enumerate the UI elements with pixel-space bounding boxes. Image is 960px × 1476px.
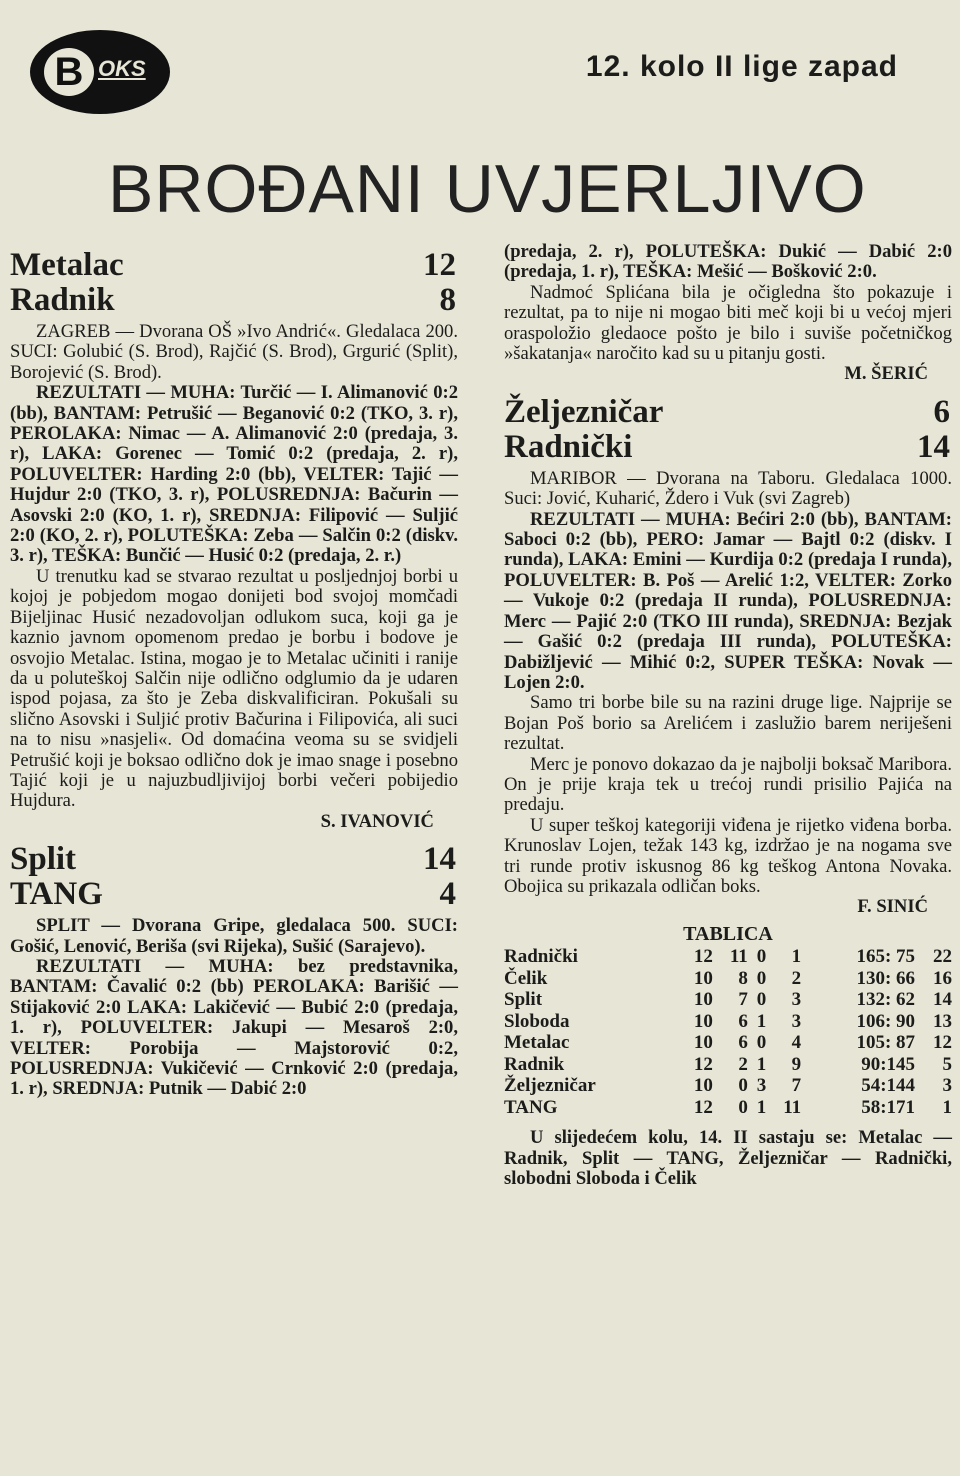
logo-letter: B [44,48,94,96]
section-kicker: 12. kolo II lige zapad [585,50,898,83]
table-cell: 130: 66 [856,967,916,989]
team-score: 14 [423,841,456,878]
table-cell: 5 [942,1053,952,1075]
match-info: MARIBOR — Dvorana na Taboru. Gledalaca 1000. Suci: Jović, Kuharić, Ždero i Vuk (svi Zagreb) [504,467,952,510]
table-cell: 9 [791,1053,802,1075]
author-byline: S. IVANOVIĆ [320,810,434,832]
table-cell: 1 [756,1010,767,1032]
table-cell: 6 [738,1032,748,1054]
author-byline: F. SINIĆ [857,896,928,918]
table-cell: 90:145 [861,1053,916,1075]
match-report: Merc je ponovo dokazao da je najbolji boksač Maribora. On je prije kraja tek u trećoj rundi prisilio Pajića na predaju. [504,753,952,816]
right-column [504,242,952,1189]
table-cell: 165: 75 [856,946,916,968]
table-cell: 10 [693,1010,713,1032]
scoreline-away [10,283,458,318]
table-cell: 6 [738,1010,748,1032]
table-cell-team: Split [504,989,543,1011]
table-cell: 1 [756,1096,767,1118]
table-row [504,1011,952,1033]
team-name: Radnik [10,282,115,318]
match-report: U trenutku kad se stvarao rezultat u posljednjoj borbi u kojoj je pobjedom mogao donijeti bod svojoj momčadi Bijeljinac Husić nezadovoljan odlukom suca, koji ga je kaznio javnom opomenom predao je borbu i bodove je osvojio Metalac. Istina, mogao je to Metalac učiniti i ranije da u poluteškoj Salčin nije odlično odglumio da je udaren ispod pojasa, za što je Zeba diskvalificiran. Pokušali su slično Asovski i Suljić protiv Bačurina i Filipovića, ali suci na to nisu »nasjeli«. Od domaćina veoma su se svidjeli Petrušić koji je boksao odlično dok je imao snage i posebno Tajić koji je u najuzbudljivijoj borbi večeri pobijedio Hujdura. [10,565,458,812]
table-cell-team: Čelik [504,967,548,989]
table-cell-team: TANG [504,1096,558,1118]
table-cell: 3 [791,989,802,1011]
match-results: REZULTATI — MUHA: Bećiri 2:0 (bb), BANTAM: Saboci 0:2 (bb), PERO: Jamar — Bajtl 0:2 (diskv. I runda), LAKA: Emini — Kurdija 0:2 (predaja I runda), POLUVELTER: B. Poš — Arelić 1:2, VELTER: Zorko — Vukoje 0:2 (predaja II runda), POLUSREDNJA: Merc — Pajić 2:0 (TKO III runda), SREDNJA: Bezjak — Gašić 0:2 (predaja III runda), POLUTEŠKA: Dabižljević — Mihić 0:2, SUPER TEŠKA: Novak — Lojen 2:0. [504,508,952,693]
table-cell: 10 [693,989,713,1011]
team-name: Željezničar [504,393,664,430]
standings-table [504,946,952,1118]
scoreline-home [504,395,952,430]
table-row [504,1054,952,1076]
table-cell: 0 [738,1075,748,1097]
table-cell: 12 [693,1053,713,1075]
table-cell-team: Radnik [504,1053,565,1075]
match-results: REZULTATI — MUHA: bez predstavnika, BANTAM: Čavalić 0:2 (bb) PEROLAKA: Barišić — Stijaković 2:0 LAKA: Lakičević — Bubić 2:0 (predaja, 1. r), POLUVELTER: Jakupi — Mesaroš 2:0, VELTER: Porobija — Majstorović 0:2, POLUSREDNJA: Vukičević — Crnković 2:0 (predaja, 1. r), SREDNJA: Putnik — Dabić 2:0 [10,955,458,1100]
table-cell: 0 [756,1032,767,1054]
scoreline-away [10,877,458,912]
table-cell-team: Željezničar [504,1075,596,1097]
team-name: Radnički [504,428,633,465]
scoreline-home [10,842,458,877]
table-row [504,968,952,990]
table-cell: 2 [791,967,802,989]
match-results-continued: (predaja, 2. r), POLUTEŠKA: Dukić — Dabić 2:0 (predaja, 1. r), TEŠKA: Mešić — Bošković 2:0. [504,241,952,283]
match-info: SPLIT — Dvorana Gripe, gledalaca 500. SUCI: Gošić, Lenović, Beriša (svi Rijeka), Sušić (Sarajevo). [10,915,458,957]
team-score: 12 [423,247,456,283]
table-cell: 8 [738,967,748,989]
table-cell: 11 [783,1096,802,1118]
table-cell-team: Sloboda [504,1010,570,1032]
headline: BROĐANI UVJERLJIVO [108,151,867,227]
table-cell-team: Metalac [504,1032,570,1054]
team-score: 14 [917,428,950,465]
scoreline-home [10,248,458,283]
table-cell: 132: 62 [856,989,916,1011]
match-report: Nadmoć Splićana bila je očigledna što pokazuje i rezultat, pa to nije ni mogao biti meč koji bi u većoj mjeri oraspoložio gledaoce pošto je bilo i suviše početničkog »šakatanja« naročito kad su u pitanju gosti. [504,281,952,365]
table-cell: 7 [791,1075,802,1097]
table-cell: 10 [693,967,713,989]
team-score: 4 [439,876,456,913]
table-cell: 0 [756,989,767,1011]
table-cell: 105: 87 [856,1032,916,1054]
table-cell: 12 [933,1032,952,1054]
table-cell: 54:144 [861,1075,916,1097]
match-info: ZAGREB — Dvorana OŠ »Ivo Andrić«. Gledalaca 200. SUCI: Golubić (S. Brod), Rajčić (S. Brod), Grgurić (Split), Borojević (S. Brod). [10,321,458,383]
table-cell: 1 [791,946,802,968]
table-row [504,989,952,1011]
table-cell: 10 [693,1075,713,1097]
table-cell: 4 [791,1032,802,1054]
match-report: Samo tri borbe bile su na razini druge lige. Najprije se Bojan Poš borio sa Arelićem i zaslužio barem neriješeni rezultat. [504,692,952,755]
author-byline: M. ŠERIĆ [844,363,928,385]
table-row [504,1075,952,1097]
table-row [504,1097,952,1119]
left-column [10,248,458,1100]
team-name: TANG [10,876,103,913]
table-cell: 1 [756,1053,767,1075]
table-cell: 12 [693,946,713,968]
table-cell: 2 [738,1053,748,1075]
next-round: U slijedećem kolu, 14. II sastaju se: Metalac — Radnik, Split — TANG, Željezničar — Radnički, slobodni Sloboda i Čelik [504,1127,952,1189]
table-cell: 58:171 [861,1096,916,1118]
table-cell: 10 [693,1032,713,1054]
match-results: REZULTATI — MUHA: Turčić — I. Alimanović 0:2 (bb), BANTAM: Petrušić — Beganović 0:2 (TKO, 3. r), PEROLAKA: Nimac — A. Alimanović 2:0 (predaja, 3. r), LAKA: Gorenec — Tomić 0:2 (predaja, 2. r), POLUVELTER: Harding 2:0 (bb), VELTER: Tajić — Hujdur 2:0 (TKO, 3. r), POLUSREDNJA: Bačurin — Asovski 2:0 (KO, 1. r), SREDNJA: Filipović — Suljić 2:0 (KO, 2. r), POLUTEŠKA: Zeba — Salčin 0:2 (diskv. 3. r), TEŠKA: Bunčić — Husić 0:2 (predaja, 2. r.) [10,382,458,567]
table-cell: 14 [933,989,952,1011]
table-cell: 22 [933,946,952,968]
team-score: 6 [933,393,950,430]
table-cell: 12 [693,1096,713,1118]
table-cell: 3 [756,1075,767,1097]
table-cell: 0 [756,946,767,968]
logo-text: OKS [98,56,146,81]
table-cell: 3 [791,1010,802,1032]
match-report: U super teškoj kategoriji viđena je rijetko viđena borba. Krunoslav Lojen, težak 143 kg, izdržao je na nogama sve tri runde protiv iskusnog 86 kg teškog Antona Novaka. Obojica su prikazala odličan boks. [504,814,952,897]
table-cell-team: Radnički [504,946,578,968]
table-cell: 0 [738,1096,748,1118]
boks-logo [30,30,170,114]
team-name: Metalac [10,247,124,283]
table-cell: 7 [738,989,748,1011]
table-cell: 106: 90 [856,1010,916,1032]
table-title: TABLICA [683,922,773,945]
table-cell: 13 [933,1010,952,1032]
team-score: 8 [439,282,456,318]
table-cell: 3 [942,1075,952,1097]
table-cell: 16 [933,967,952,989]
table-cell: 1 [942,1096,952,1118]
scoreline-away [504,430,952,465]
table-row [504,946,952,968]
table-cell: 0 [756,967,767,989]
table-row [504,1032,952,1054]
team-name: Split [10,841,77,878]
table-cell: 11 [729,946,748,968]
